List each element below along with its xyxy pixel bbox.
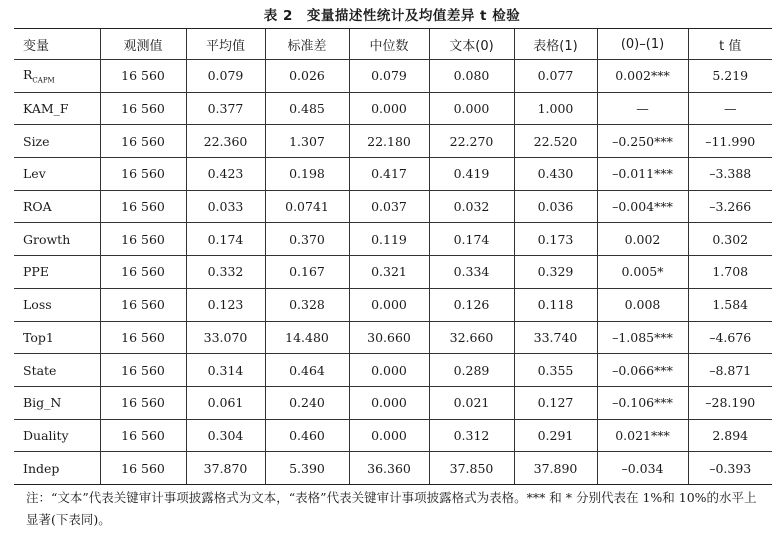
table-cell: 0.126 bbox=[429, 288, 514, 321]
table-cell: 30.660 bbox=[349, 321, 429, 354]
table-cell: 16 560 bbox=[100, 452, 186, 485]
variable-name-cell bbox=[14, 190, 100, 223]
table-cell: 0.036 bbox=[514, 190, 597, 223]
table-cell: 16 560 bbox=[100, 158, 186, 191]
variable-subscript: CAPM bbox=[32, 76, 55, 85]
table-cell: 0.289 bbox=[429, 354, 514, 387]
table-cell: 0.417 bbox=[349, 158, 429, 191]
table-row bbox=[14, 125, 772, 158]
column-header: 表格(1) bbox=[514, 29, 597, 60]
column-header: 文本(0) bbox=[429, 29, 514, 60]
table-cell: 0.167 bbox=[265, 256, 349, 289]
table-cell: –28.190 bbox=[688, 386, 772, 419]
variable-name: State bbox=[23, 362, 57, 378]
table-cell: 0.377 bbox=[186, 92, 265, 125]
table-cell: 0.329 bbox=[514, 256, 597, 289]
table-cell: 0.485 bbox=[265, 92, 349, 125]
table-cell: 0.000 bbox=[349, 354, 429, 387]
table-row bbox=[14, 386, 772, 419]
table-cell: 36.360 bbox=[349, 452, 429, 485]
variable-name: Big_N bbox=[23, 395, 62, 411]
table-cell: 0.321 bbox=[349, 256, 429, 289]
table-cell: 0.174 bbox=[429, 223, 514, 256]
table-cell: 0.291 bbox=[514, 419, 597, 452]
table-cell: 0.000 bbox=[349, 92, 429, 125]
table-cell: 5.390 bbox=[265, 452, 349, 485]
table-row bbox=[14, 288, 772, 321]
table-cell: 22.360 bbox=[186, 125, 265, 158]
table-cell: 0.002 bbox=[597, 223, 688, 256]
table-cell: 0.314 bbox=[186, 354, 265, 387]
table-row bbox=[14, 223, 772, 256]
table-cell: 0.0741 bbox=[265, 190, 349, 223]
table-cell: 16 560 bbox=[100, 288, 186, 321]
table-cell: 0.464 bbox=[265, 354, 349, 387]
table-cell: –0.393 bbox=[688, 452, 772, 485]
table-cell: 0.080 bbox=[429, 60, 514, 93]
table-cell: 0.173 bbox=[514, 223, 597, 256]
table-row bbox=[14, 321, 772, 354]
variable-name-cell bbox=[14, 158, 100, 191]
table-cell: 0.032 bbox=[429, 190, 514, 223]
table-cell: 16 560 bbox=[100, 256, 186, 289]
variable-name-cell bbox=[14, 452, 100, 485]
table-cell: 1.000 bbox=[514, 92, 597, 125]
table-cell: 22.180 bbox=[349, 125, 429, 158]
variable-name-cell bbox=[14, 92, 100, 125]
table-cell: –11.990 bbox=[688, 125, 772, 158]
table-cell: –0.106*** bbox=[597, 386, 688, 419]
variable-name: Lev bbox=[23, 166, 46, 182]
table-row bbox=[14, 190, 772, 223]
variable-name-cell bbox=[14, 419, 100, 452]
table-row bbox=[14, 256, 772, 289]
column-header: 标准差 bbox=[265, 29, 349, 60]
variable-name: Top1 bbox=[23, 329, 54, 345]
table-cell: 33.070 bbox=[186, 321, 265, 354]
variable-name-cell bbox=[14, 354, 100, 387]
table-cell: –0.004*** bbox=[597, 190, 688, 223]
table-cell: 16 560 bbox=[100, 321, 186, 354]
table-cell: 0.370 bbox=[265, 223, 349, 256]
table-cell: 16 560 bbox=[100, 419, 186, 452]
table-cell: 0.334 bbox=[429, 256, 514, 289]
variable-name-cell bbox=[14, 60, 100, 93]
table-cell: 16 560 bbox=[100, 386, 186, 419]
table-cell: 1.307 bbox=[265, 125, 349, 158]
table-cell: 0.000 bbox=[429, 92, 514, 125]
table-cell: 0.061 bbox=[186, 386, 265, 419]
table-cell: 0.026 bbox=[265, 60, 349, 93]
table-cell: –0.034 bbox=[597, 452, 688, 485]
table-cell: 0.118 bbox=[514, 288, 597, 321]
table-cell: 0.198 bbox=[265, 158, 349, 191]
table-cell: –1.085*** bbox=[597, 321, 688, 354]
column-header: 变量 bbox=[14, 29, 100, 60]
table-cell: 0.328 bbox=[265, 288, 349, 321]
table-cell: 1.584 bbox=[688, 288, 772, 321]
header-row bbox=[14, 29, 772, 60]
table-cell: 16 560 bbox=[100, 223, 186, 256]
variable-name: Size bbox=[23, 133, 50, 149]
table-cell: 0.008 bbox=[597, 288, 688, 321]
table-cell: –0.011*** bbox=[597, 158, 688, 191]
table-cell: 16 560 bbox=[100, 190, 186, 223]
table-row bbox=[14, 419, 772, 452]
table-cell: — bbox=[597, 92, 688, 125]
column-header: (0)–(1) bbox=[597, 29, 688, 60]
table-cell: 0.355 bbox=[514, 354, 597, 387]
table-cell: 37.850 bbox=[429, 452, 514, 485]
table-cell: 0.000 bbox=[349, 386, 429, 419]
table-cell: 0.005* bbox=[597, 256, 688, 289]
table-cell: 16 560 bbox=[100, 60, 186, 93]
table-cell: 37.890 bbox=[514, 452, 597, 485]
table-cell: 22.270 bbox=[429, 125, 514, 158]
variable-name: Loss bbox=[23, 297, 52, 313]
table-cell: 1.708 bbox=[688, 256, 772, 289]
column-header: 平均值 bbox=[186, 29, 265, 60]
variable-name: KAM_F bbox=[23, 101, 69, 117]
table-cell: 0.423 bbox=[186, 158, 265, 191]
table-cell: 0.174 bbox=[186, 223, 265, 256]
variable-name: Indep bbox=[23, 460, 60, 476]
table-cell: 32.660 bbox=[429, 321, 514, 354]
table-row bbox=[14, 452, 772, 485]
table-cell: 0.430 bbox=[514, 158, 597, 191]
table-cell: 16 560 bbox=[100, 354, 186, 387]
table-cell: 0.079 bbox=[186, 60, 265, 93]
table-row bbox=[14, 92, 772, 125]
table-cell: 0.127 bbox=[514, 386, 597, 419]
table-cell: 0.021*** bbox=[597, 419, 688, 452]
variable-name: PPE bbox=[23, 264, 49, 280]
table-cell: 0.077 bbox=[514, 60, 597, 93]
table-cell: 0.021 bbox=[429, 386, 514, 419]
table-cell: 33.740 bbox=[514, 321, 597, 354]
table-body bbox=[14, 60, 772, 485]
table-cell: 22.520 bbox=[514, 125, 597, 158]
table-cell: — bbox=[688, 92, 772, 125]
descriptive-statistics-table bbox=[14, 28, 772, 485]
variable-name-cell bbox=[14, 125, 100, 158]
table-cell: 0.123 bbox=[186, 288, 265, 321]
table-cell: 2.894 bbox=[688, 419, 772, 452]
table-cell: 14.480 bbox=[265, 321, 349, 354]
table-cell: 37.870 bbox=[186, 452, 265, 485]
column-header: 中位数 bbox=[349, 29, 429, 60]
table-cell: 0.033 bbox=[186, 190, 265, 223]
table-cell: –8.871 bbox=[688, 354, 772, 387]
variable-name-cell bbox=[14, 256, 100, 289]
table-cell: –3.388 bbox=[688, 158, 772, 191]
table-cell: –0.066*** bbox=[597, 354, 688, 387]
table-note: 注：“文本”代表关键审计事项披露格式为文本，“表格”代表关键审计事项披露格式为表格。*** 和 * 分别代表在 1%和 10%的水平上显著(下表同)。 bbox=[26, 490, 757, 527]
column-header: t 值 bbox=[688, 29, 772, 60]
table-cell: 0.000 bbox=[349, 419, 429, 452]
table-cell: –3.266 bbox=[688, 190, 772, 223]
variable-name: ROA bbox=[23, 199, 52, 215]
table-cell: 0.312 bbox=[429, 419, 514, 452]
table-cell: 0.002*** bbox=[597, 60, 688, 93]
table-row bbox=[14, 354, 772, 387]
table-cell: 0.079 bbox=[349, 60, 429, 93]
table-cell: 16 560 bbox=[100, 92, 186, 125]
column-header: 观测值 bbox=[100, 29, 186, 60]
table-cell: 0.460 bbox=[265, 419, 349, 452]
table-cell: 0.419 bbox=[429, 158, 514, 191]
table-cell: –0.250*** bbox=[597, 125, 688, 158]
variable-name-cell bbox=[14, 288, 100, 321]
table-row bbox=[14, 158, 772, 191]
table-row bbox=[14, 60, 772, 93]
variable-name: Growth bbox=[23, 231, 71, 247]
table-cell: 0.000 bbox=[349, 288, 429, 321]
table-caption: 表 2 变量描述性统计及均值差异 t 检验 bbox=[263, 8, 521, 24]
variable-name-cell bbox=[14, 223, 100, 256]
table-cell: 0.304 bbox=[186, 419, 265, 452]
table-cell: 0.240 bbox=[265, 386, 349, 419]
table-cell: 0.119 bbox=[349, 223, 429, 256]
variable-name: Duality bbox=[23, 427, 69, 443]
table-cell: 0.037 bbox=[349, 190, 429, 223]
table-cell: 16 560 bbox=[100, 125, 186, 158]
variable-name: R bbox=[23, 67, 33, 83]
table-cell: 5.219 bbox=[688, 60, 772, 93]
variable-name-cell bbox=[14, 321, 100, 354]
variable-name-cell bbox=[14, 386, 100, 419]
table-cell: 0.302 bbox=[688, 223, 772, 256]
table-cell: –4.676 bbox=[688, 321, 772, 354]
table-cell: 0.332 bbox=[186, 256, 265, 289]
